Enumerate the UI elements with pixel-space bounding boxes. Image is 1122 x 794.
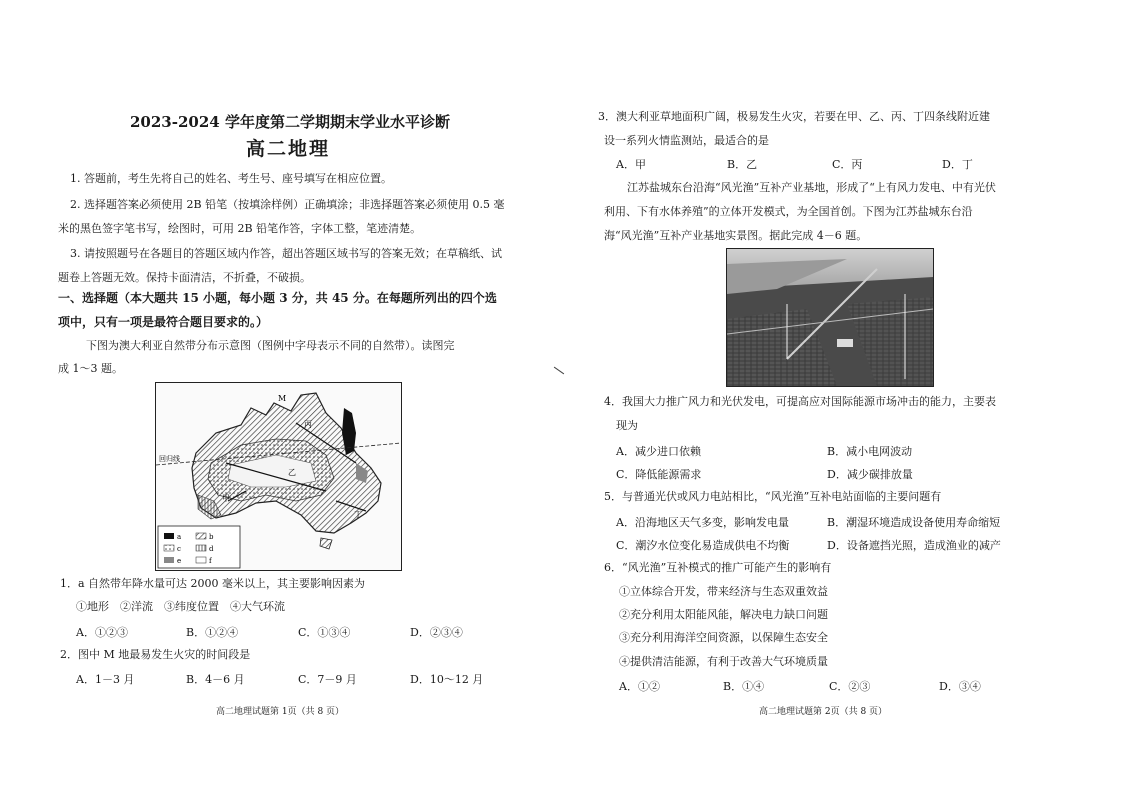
- australia-map-figure: [155, 382, 402, 571]
- q2-option-b[interactable]: B．4－6 月: [186, 673, 245, 686]
- map-label-m: M: [278, 394, 287, 403]
- q6-item-1: ①立体综合开发，带来经济与生态双重效益: [619, 585, 828, 598]
- q6-option-c[interactable]: C．②③: [829, 680, 871, 693]
- q1-stem: 1．a 自然带年降水量可达 2000 毫米以上，其主要影响因素为: [60, 577, 366, 590]
- q6-stem: 6．“风光渔”互补模式的推广可能产生的影响有: [604, 561, 832, 574]
- q3-option-d[interactable]: D．丁: [942, 158, 973, 171]
- map-label-tropic: 回归线: [159, 455, 180, 463]
- note-1: 1. 答题前，考生先将自己的姓名、考生号、座号填写在相应位置。: [70, 172, 392, 185]
- q6-item-3: ③充分利用海洋空间资源，以保障生态安全: [619, 631, 828, 644]
- q2-option-d[interactable]: D．10～12 月: [410, 673, 484, 686]
- q4-option-d[interactable]: D．减少碳排放量: [827, 468, 913, 481]
- q2-option-c[interactable]: C．7－9 月: [298, 673, 357, 686]
- q5-option-a[interactable]: A．沿海地区天气多变，影响发电量: [616, 516, 789, 529]
- legend-e: e: [177, 557, 182, 565]
- q4-option-a[interactable]: A．减少进口依赖: [616, 445, 701, 458]
- note-2: 2. 选择题答案必须使用 2B 铅笔（按填涂样例）正确填涂；非选择题答案必须使用 0.5 毫: [70, 198, 505, 211]
- wind-solar-fishery-photo: [726, 248, 934, 387]
- section-heading: 一、选择题（本大题共 15 小题，每小题 3 分，共 45 分。在每题所列出的四个选: [58, 291, 497, 305]
- passage-line-2: 利用、下有水体养殖”的立体开发模式，为全国首创。下图为江苏盐城东台沿: [604, 205, 973, 218]
- note-3-cont: 题卷上答题无效。保持卡面清洁，不折叠，不破损。: [58, 271, 311, 284]
- photo-svg: [727, 249, 933, 386]
- passage-line-3: 海“风光渔”互补产业基地实景图。据此完成 4－6 题。: [604, 229, 868, 242]
- map-label-bing: 丙: [304, 420, 312, 429]
- q1-option-c[interactable]: C．①③④: [298, 626, 351, 639]
- passage-line-1: 江苏盐城东台沿海“风光渔”互补产业基地，形成了“上有风力发电、中有光伏: [627, 181, 996, 194]
- q1-option-d[interactable]: D．②③④: [410, 626, 463, 639]
- q6-option-d[interactable]: D．③④: [939, 680, 981, 693]
- map-label-jia: 甲: [222, 494, 230, 503]
- note-3: 3. 请按照题号在各题目的答题区域内作答，超出答题区域书写的答案无效；在草稿纸、试: [70, 247, 502, 260]
- q4-stem-1: 4．我国大力推广风力和光伏发电，可提高应对国际能源市场冲击的能力，主要表: [604, 395, 996, 408]
- q6-item-4: ④提供清洁能源，有利于改善大气环境质量: [619, 655, 828, 668]
- q3-option-b[interactable]: B．乙: [727, 158, 758, 171]
- legend-c: c: [177, 545, 181, 553]
- footer-page-2: 高二地理试题第 2页（共 8 页）: [759, 707, 888, 717]
- q5-option-d[interactable]: D．设备遮挡光照，造成渔业的减产: [827, 539, 1001, 552]
- q4-option-b[interactable]: B．减小电网波动: [827, 445, 913, 458]
- q3-stem-2: 设一系列火情监测站，最适合的是: [604, 134, 769, 147]
- intro-line-2: 成 1～3 题。: [58, 362, 123, 375]
- q4-stem-2: 现为: [616, 419, 638, 432]
- q5-stem: 5．与普通光伏或风力电站相比，“风光渔”互补电站面临的主要问题有: [604, 490, 942, 503]
- legend-d: d: [209, 545, 214, 553]
- right-page: [561, 0, 1122, 794]
- q4-option-c[interactable]: C．降低能源需求: [616, 468, 702, 481]
- q1-items: ①地形 ②洋流 ③纬度位置 ④大气环流: [76, 600, 285, 613]
- q5-option-c[interactable]: C．潮汐水位变化易造成供电不均衡: [616, 539, 790, 552]
- q3-option-a[interactable]: A．甲: [616, 158, 646, 171]
- exam-subject: 高二地理: [246, 138, 331, 160]
- note-2-cont: 米的黑色签字笔书写，绘图时，可用 2B 铅笔作答，字体工整，笔迹清楚。: [58, 222, 422, 235]
- legend-f: f: [209, 557, 212, 565]
- q1-option-a[interactable]: A．①②③: [76, 626, 128, 639]
- map-label-ding: 丁: [354, 510, 362, 519]
- intro-line-1: 下图为澳大利亚自然带分布示意图（图例中字母表示不同的自然带）。读图完: [86, 339, 455, 352]
- exam-title: 2023-2024 学年度第二学期期末学业水平诊断: [130, 113, 450, 131]
- q6-option-a[interactable]: A．①②: [619, 680, 660, 693]
- q5-option-b[interactable]: B．潮湿环境造成设备使用寿命缩短: [827, 516, 1001, 529]
- q6-item-2: ②充分利用太阳能风能，解决电力缺口问题: [619, 608, 828, 621]
- australia-map: [156, 383, 401, 570]
- q2-stem: 2．图中 M 地最易发生火灾的时间段是: [60, 648, 251, 661]
- map-label-yi: 乙: [288, 468, 296, 477]
- section-heading-cont: 项中，只有一项是最符合题目要求的。）: [58, 315, 269, 329]
- q2-option-a[interactable]: A．1－3 月: [76, 673, 135, 686]
- q3-option-c[interactable]: C．丙: [832, 158, 863, 171]
- q1-option-b[interactable]: B．①②④: [186, 626, 239, 639]
- footer-page-1: 高二地理试题第 1页（共 8 页）: [216, 707, 345, 717]
- q6-option-b[interactable]: B．①④: [723, 680, 765, 693]
- legend-a: a: [177, 533, 182, 541]
- legend-b: b: [209, 533, 214, 541]
- q3-stem-1: 3．澳大利亚草地面积广阔，极易发生火灾，若要在甲、乙、丙、丁四条线附近建: [598, 110, 990, 123]
